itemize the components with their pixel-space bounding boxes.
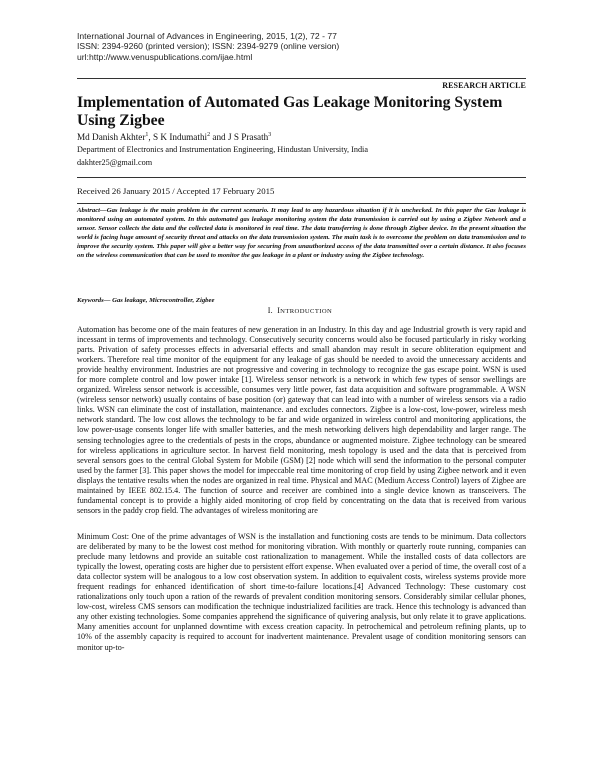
section-heading-introduction [0,306,600,315]
journal-citation: International Journal of Advances in Engineering, 2015, 1(2), 72 - 77 [77,31,337,41]
header-divider [77,78,526,79]
keywords-text: — Gas leakage, Microcontroller, Zigbee [103,297,215,304]
abstract [77,207,526,260]
paper-title: Implementation of Automated Gas Leakage Monitoring System Using Zigbee [77,94,503,129]
abstract-divider [77,203,526,204]
received-dates: Received 26 January 2015 / Accepted 17 February 2015 [77,186,275,196]
metadata-divider [77,177,526,178]
author-name: Md Danish Akhter [77,132,146,143]
abstract-text: —Gas leakage is the main problem in the current scenario. It may lead to any hazardous situation if it is unchecked. In this paper the Gas leakage is monitored using an automated system. In this automated gas leakage monitoring system the data transmission is carried out by using a Zigbee Network and a sensor. Sensor collects the data and the collected data is monitored in real time. The data transferring is done through Zigbee device. In the present situation the world is facing huge amount of security threat and attacks on the data transmission system. The main task is to overcome the problem on data transmission and to improve the security system. This paper will give a better way for securing from unauthorized access of the data transmitted over a certain distance. It also focuses on the wireless communication that can be used to monitor the gas leakage in a plant or industry using the Zigbee technology. [77,207,526,259]
body-paragraph: Minimum Cost: One of the prime advantages of WSN is the installation and functioning costs are tends to be minimum. Data collectors are deliberated by many to be the lowest cost method for monitoring vibration. With monthly or quarterly route running, companies can preclude many letdowns and provide an suitable cost rationalization to management. While the installed costs of data collectors are typically the lowest, operating costs are higher due to persistent effort expense. When evaluated over a period of time, the overall cost of a data collector system will be analogous to a low cost observation system. In addition to equivalent costs, wireless systems provide more frequent readings for enhanced identification of short time-to-failure locations.[4] Advanced Technology: These customary cost rationalizations only touch upon a ration of the rewards of prevalent condition monitoring sensors. Considerably similar cellular phones, low-cost, wireless CMS sensors can modification the technique industrialized facilities are track. Hence this technology is advanced than any other existing technologies. Some companies apprehend the significance of quivering analysis, but only relate it to grave applications. Many amenities account for unplanned downtime with excess creation capacity. In petrochemical and petroleum refining plants, up to 10% of the assembly capacity is required to account for inadvertent maintenance. Prevalent usage of condition monitoring sensors can monitor up-to- [77,532,526,652]
author-separator: and [210,132,228,143]
keywords [77,296,526,305]
keywords-lead: Keywords [77,297,104,304]
author-affiliation-mark: 1 [145,132,149,138]
journal-url[interactable]: url:http://www.venuspublications.com/ijae.html [77,51,253,62]
section-initial: I [277,306,281,315]
author-separator: , [148,132,153,143]
author-affiliation-mark: 2 [207,132,211,138]
body-paragraph: Automation has become one of the main features of new generation in an Industry. In this day and age Industrial growth is very rapid and incessant in terms of improvements and technology. Consecutively security concerns would also be focused particularly in risky working parts. Privation of safety processes effects in adversarial effects and small abandon may result in secure obliteration equipment and workers. Therefore real time monitor of the equipment for any leakage of gas should be needed to avoid the unnecessary accidents and provide healthy environment. Industries are not progressive and covering in technology to recognize the gas escape point. WSN is used for more complete control and low power intake [1]. Wireless sensor network is a network in which few types of sensor swellings are organized. Wireless sensor network is accessible, consumes very little power, fast data acquisition and software programmable. A WSN (wireless sensor network) usually contains of base position (or) gateway that can lead into with a number of wireless sensors via a radio links. WSN can eliminate the cost of installation, maintenance. and excludes connectors. Zigbee is a low-cost, low-power, wireless mesh network standard. The low cost allows the technology to be far and wide organized in wireless control and monitoring applications, the low power-usage consents longer life with smaller batteries, and the mesh networking delivers high dependability and larger range. The sensing technologies agree to the credentials of pests in the crops, abundance or augmented moisture. Zigbee technology can be smeared for wireless applications in agriculture sector. In harvest field monitoring, mesh topology is used and the data that is perceived from several sensors goes to the central Global System for Mobile (GSM) [2] node which will send the information to the personal computer used by the farmer [3]. This paper shows the model for impeccable real time monitoring of crop field by using Zigbee network and it even displays the tentative results when the nodes are organized in real time. Physical and MAC (Medium Access Control) layers of Zigbee are maintained by IEEE 802.15.4. The function of source and receiver are combined into a single device known as transceivers. The fundamental concept is to provide a highly aided monitoring of crop field by concentrating on the data that is received from various sensors in the paddy crop field. The advantages of wireless monitoring are [77,325,526,515]
author-name: S K Indumathi [152,132,208,143]
author-email[interactable]: dakhter25@gmail.com [77,158,153,167]
author-affiliation: Department of Electronics and Instrumentation Engineering, Hindustan University, India [77,145,368,154]
abstract-lead: Abstract [77,207,101,214]
journal-header [77,31,517,62]
journal-issn: ISSN: 2394-9260 (printed version); ISSN: 2394-9279 (online version) [77,41,340,52]
author-name: J S Prasath [227,132,269,143]
section-title-rest: NTRODUCTION [280,308,333,315]
section-number: I. [267,306,273,315]
article-type-label: RESEARCH ARTICLE [442,81,526,90]
author-affiliation-mark: 3 [268,132,272,138]
author-list [77,132,271,142]
